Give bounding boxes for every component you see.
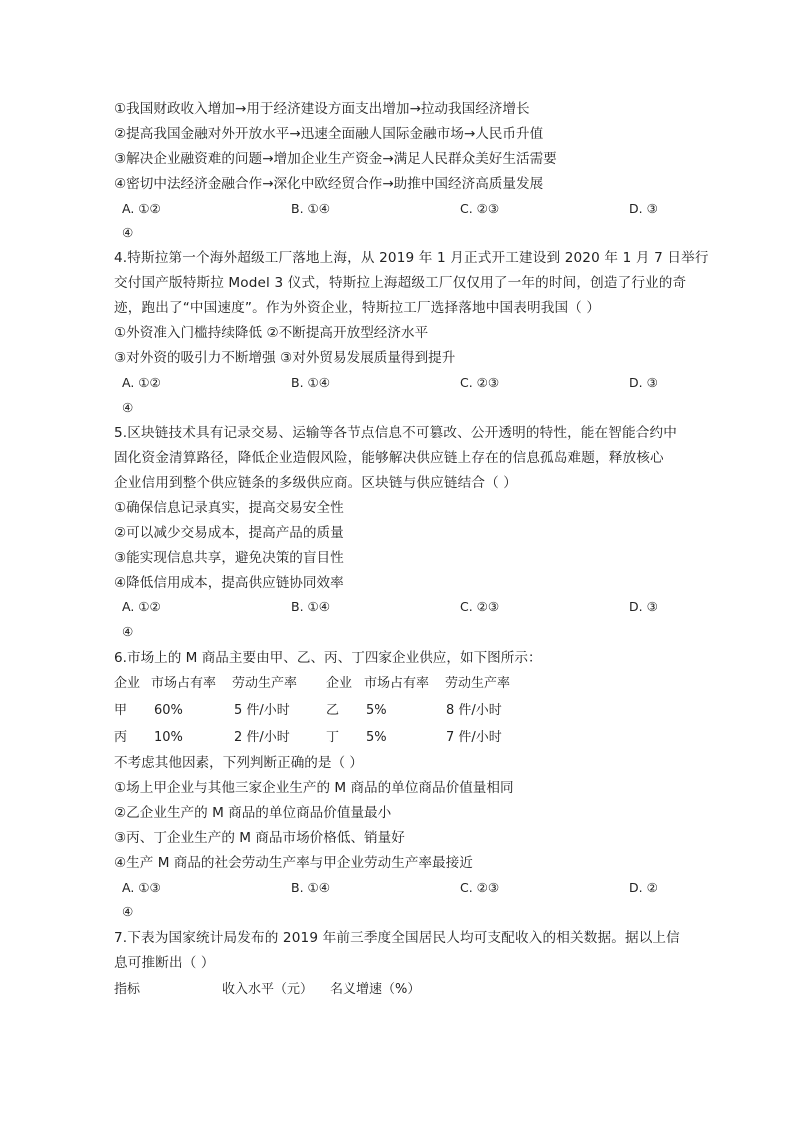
q6-table-header-cell: 企业 — [326, 676, 353, 691]
q5-option-a: A. ①② — [122, 599, 161, 614]
q6-table-header-cell: 劳动生产率 — [445, 676, 511, 691]
q5-option-c: C. ②③ — [460, 599, 500, 614]
q5-option-b: B. ①④ — [291, 599, 330, 614]
q4-item-row-1: ①外资准入门槛持续降低 ②不断提高开放型经济水平 — [114, 325, 429, 341]
q4-option-d-wrap: ④ — [122, 400, 134, 415]
q5-stem-line-1: 5.区块链技术具有记录交易、运输等各节点信息不可篡改、公开透明的特性，能在智能合约中 — [114, 425, 678, 441]
q6-table-cell: 5% — [366, 730, 387, 745]
q4-stem-line-2: 交付国产版特斯拉 Model 3 仪式，特斯拉上海超级工厂仅仅用了一年的时间，创造了行业的奇 — [114, 275, 687, 291]
q6-stem: 6.市场上的 M 商品主要由甲、乙、丙、丁四家企业供应，如下图所示： — [114, 650, 542, 666]
q6-option-d-wrap: ④ — [122, 904, 134, 919]
q6-table-cell: 10% — [154, 730, 183, 745]
q7-table-header-cell: 指标 — [114, 982, 141, 997]
q3-option-b: B. ①④ — [291, 201, 330, 216]
q5-item-1: ①确保信息记录真实，提高交易安全性 — [114, 500, 344, 516]
q6-option-b: B. ①④ — [291, 880, 330, 895]
q4-stem-line-1: 4.特斯拉第一个海外超级工厂落地上海，从 2019 年 1 月正式开工建设到 2020 年 1 月 7 日举行 — [114, 250, 709, 266]
q3-item-3: ③解决企业融资难的问题→增加企业生产资金→满足人民群众美好生活需要 — [114, 151, 557, 167]
q4-option-c: C. ②③ — [460, 375, 500, 390]
q6-table-cell: 丁 — [326, 730, 340, 745]
q4-option-b: B. ①④ — [291, 375, 330, 390]
q6-item-3: ③丙、丁企业生产的 M 商品市场价格低、销量好 — [114, 830, 405, 846]
q6-table-header-cell: 市场占有率 — [151, 676, 217, 691]
q6-table-header-cell: 企业 — [114, 676, 141, 691]
q7-table-header-cell: 名义增速（%） — [330, 982, 421, 997]
q6-table-cell: 60% — [154, 703, 183, 718]
q7-table-header-cell: 收入水平（元） — [222, 982, 314, 997]
q5-option-d-wrap: ④ — [122, 624, 134, 639]
q6-table-cell: 5% — [366, 703, 387, 718]
q6-item-2: ②乙企业生产的 M 商品的单位商品价值量最小 — [114, 805, 392, 821]
q6-table-cell: 7 件/小时 — [446, 730, 502, 745]
q5-stem-line-3: 企业信用到整个供应链条的多级供应商。区块链与供应链结合（ ） — [114, 475, 518, 491]
q3-item-1: ①我国财政收入增加→用于经济建设方面支出增加→拉动我国经济增长 — [114, 101, 530, 117]
q6-question: 不考虑其他因素，下列判断正确的是（ ） — [114, 755, 364, 771]
q6-table-header-cell: 劳动生产率 — [232, 676, 298, 691]
q5-item-2: ②可以减少交易成本，提高产品的质量 — [114, 525, 344, 541]
q5-item-3: ③能实现信息共享，避免决策的盲目性 — [114, 550, 344, 566]
q4-stem-line-3: 迹，跑出了“中国速度”。作为外资企业，特斯拉工厂选择落地中国表明我国（ ） — [114, 300, 601, 316]
q3-option-c: C. ②③ — [460, 201, 500, 216]
q6-table-cell: 甲 — [114, 703, 128, 718]
q6-table-cell: 丙 — [114, 730, 128, 745]
q3-item-2: ②提高我国金融对外开放水平→迅速全面融人国际金融市场→人民币升值 — [114, 126, 544, 142]
q4-option-d: D. ③ — [629, 375, 658, 390]
q3-option-a: A. ①② — [122, 201, 161, 216]
q3-option-d: D. ③ — [629, 201, 658, 216]
q5-item-4: ④降低信用成本，提高供应链协同效率 — [114, 575, 344, 591]
q6-option-a: A. ①③ — [122, 880, 161, 895]
q4-option-a: A. ①② — [122, 375, 161, 390]
q6-item-1: ①场上甲企业与其他三家企业生产的 M 商品的单位商品价值量相同 — [114, 780, 514, 796]
q4-item-row-2: ③对外资的吸引力不断增强 ③对外贸易发展质量得到提升 — [114, 350, 456, 366]
q6-table-cell: 5 件/小时 — [234, 703, 290, 718]
q6-table-header-cell: 市场占有率 — [364, 676, 430, 691]
q7-stem-line-1: 7.下表为国家统计局发布的 2019 年前三季度全国居民人均可支配收入的相关数据。据以上信 — [114, 930, 680, 946]
q6-table-cell: 8 件/小时 — [446, 703, 502, 718]
q6-option-d: D. ② — [629, 880, 658, 895]
q6-table-cell: 乙 — [326, 703, 340, 718]
q6-table-cell: 2 件/小时 — [234, 730, 290, 745]
q7-stem-line-2: 息可推断出（ ） — [114, 955, 215, 971]
q5-stem-line-2: 固化资金清算路径，降低企业造假风险，能够解决供应链上存在的信息孤岛难题，释放核心 — [114, 450, 664, 466]
q5-option-d: D. ③ — [629, 599, 658, 614]
q3-option-d-wrap: ④ — [122, 225, 134, 240]
q6-option-c: C. ②③ — [460, 880, 500, 895]
q6-item-4: ④生产 M 商品的社会劳动生产率与甲企业劳动生产率最接近 — [114, 855, 473, 871]
q3-item-4: ④密切中法经济金融合作→深化中欧经贸合作→助推中国经济高质量发展 — [114, 176, 544, 192]
